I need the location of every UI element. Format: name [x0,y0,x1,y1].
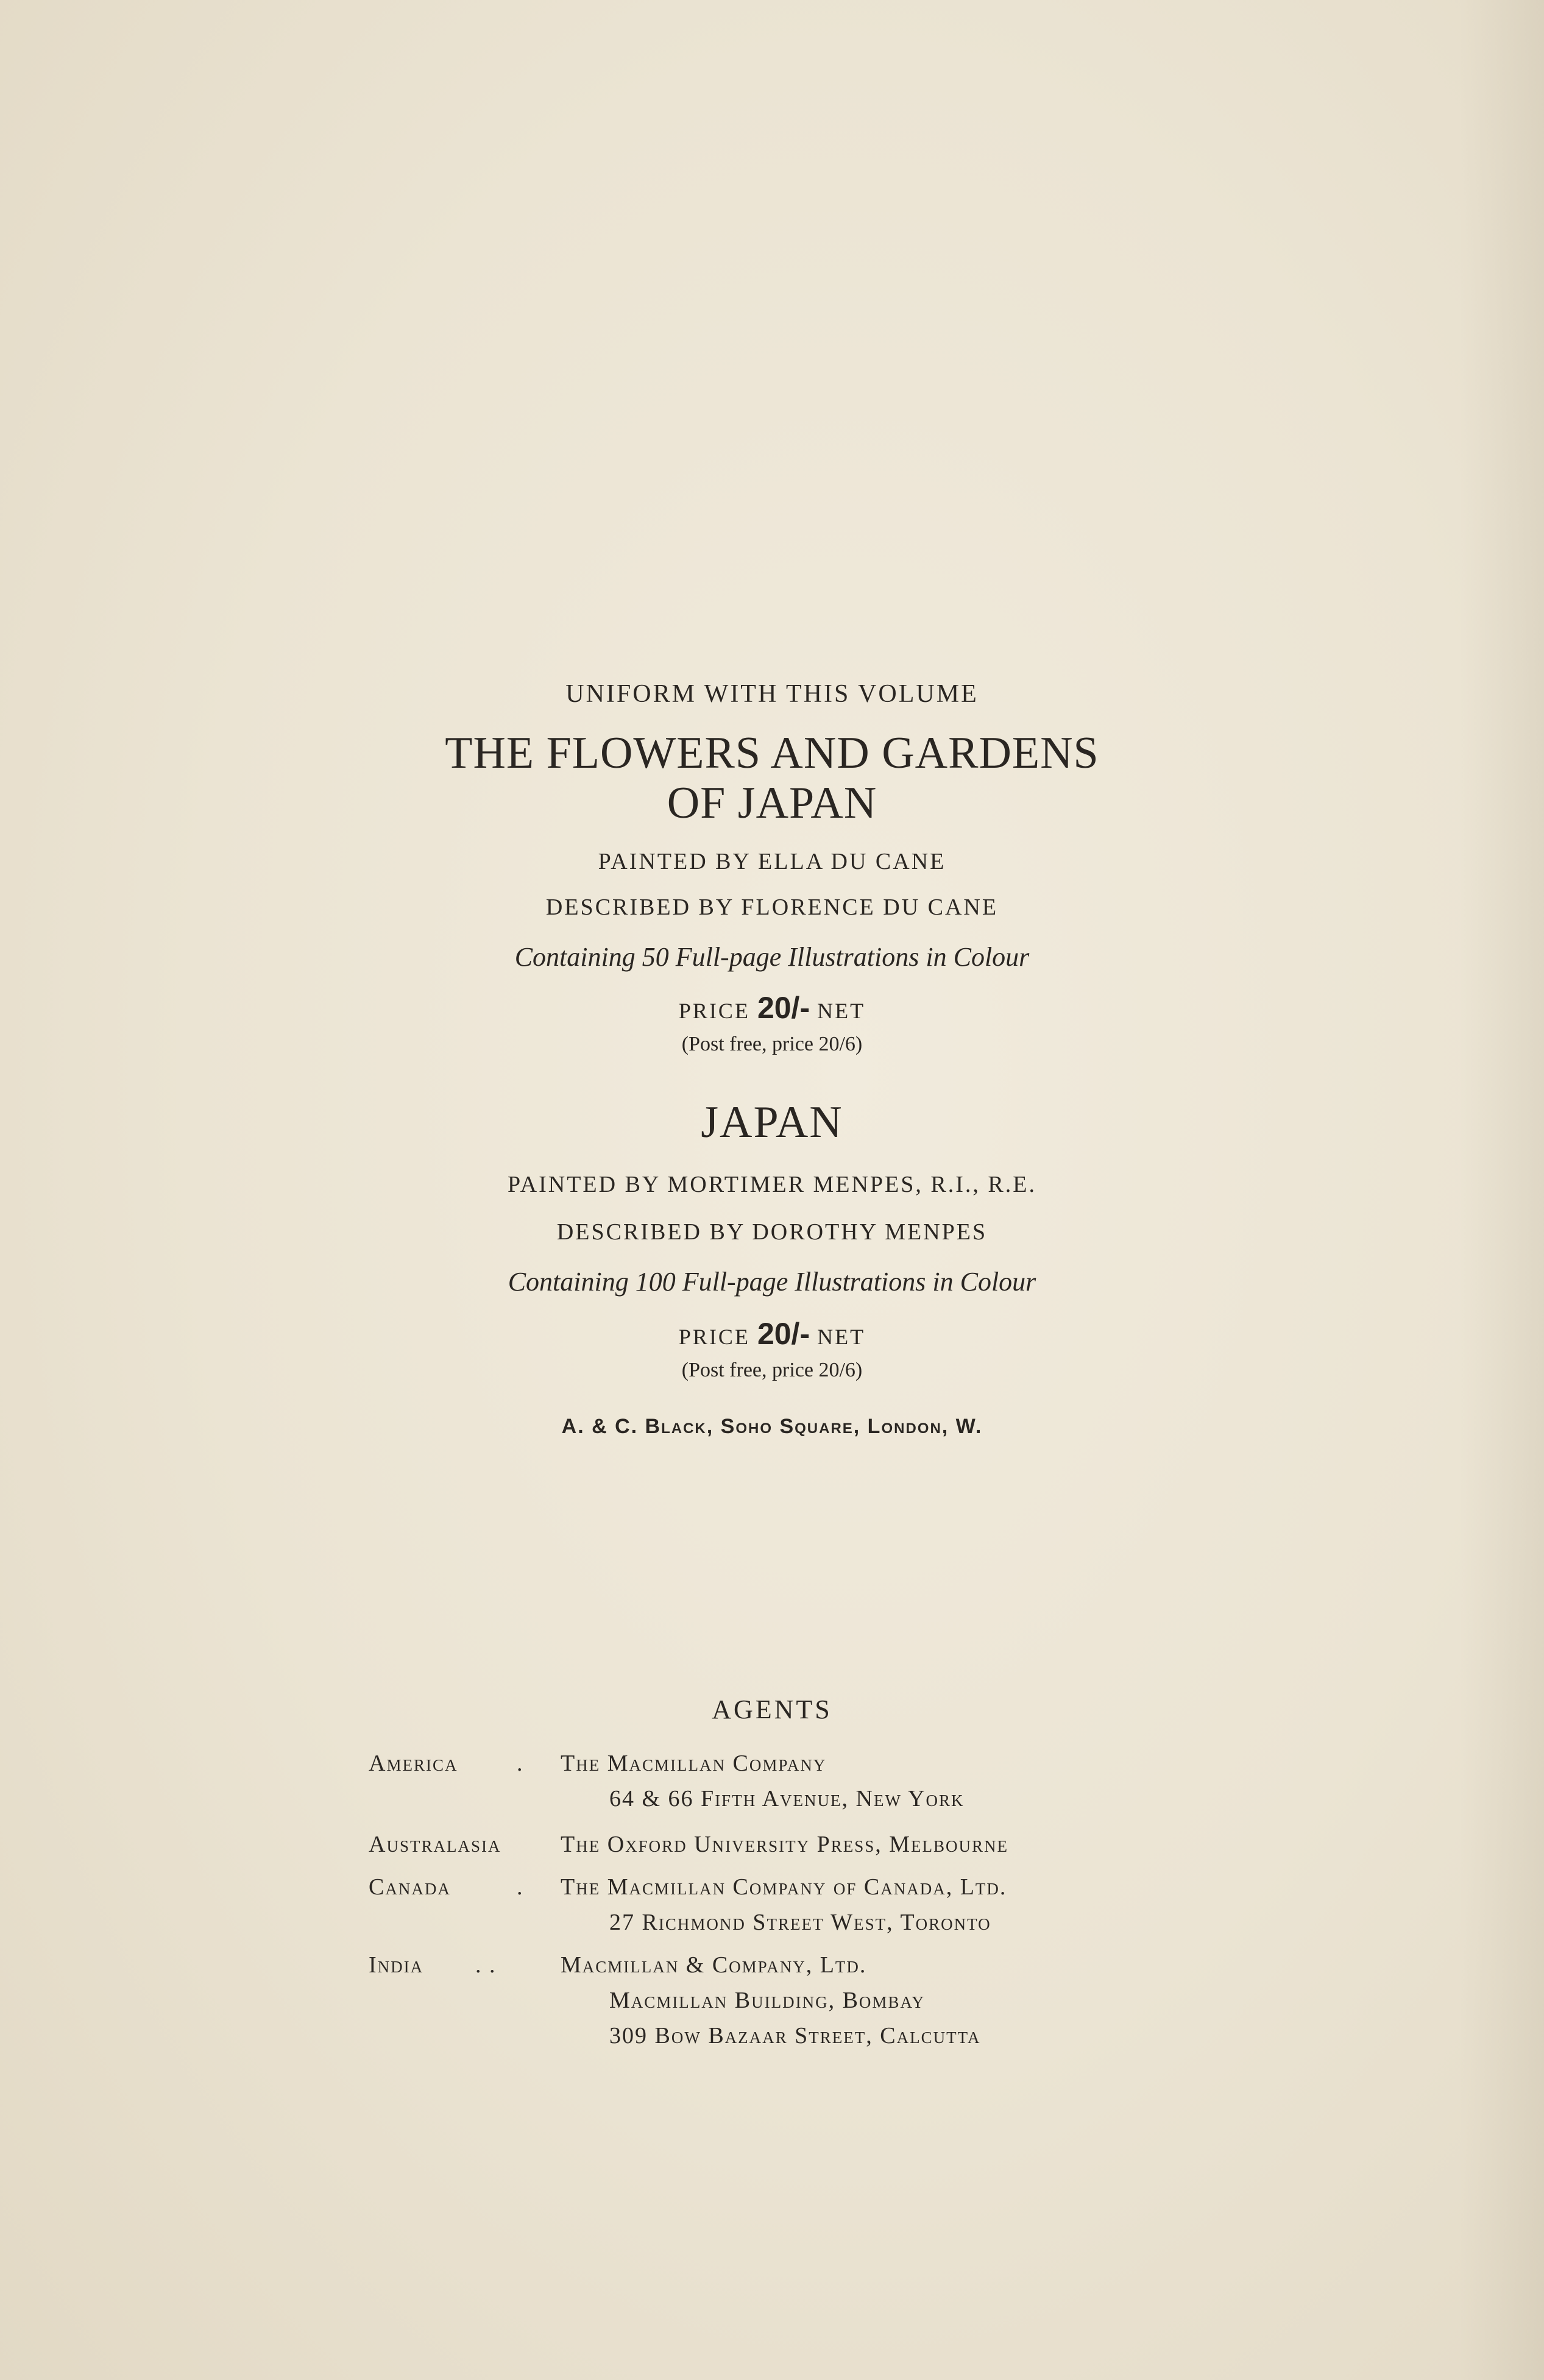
book2-painted-by: PAINTED BY MORTIMER MENPES, R.I., R.E. [508,1172,1036,1197]
agent-america-line1: The Macmillan Company [561,1751,827,1776]
uniform-heading: UNIFORM WITH THIS VOLUME [565,680,979,708]
agent-leader-canada: . [517,1874,524,1900]
agents-heading: AGENTS [712,1695,832,1724]
book2-described-by: DESCRIBED BY DOROTHY MENPES [556,1219,988,1245]
agent-canada-line1: The Macmillan Company of Canada, Ltd. [561,1874,1007,1900]
agent-region-america: America [369,1751,458,1776]
book1-containing: Containing 50 Full-page Illustrations in Colour [514,942,1030,972]
agent-region-canada: Canada [369,1874,451,1900]
agent-leader-america: . [517,1751,524,1776]
book1-price [0,990,1544,1025]
book1-price-suffix: NET [817,999,866,1023]
book1-post-free: (Post free, price 20/6) [681,1033,863,1055]
book1-title-line1: THE FLOWERS AND GARDENS [445,728,1099,778]
agent-region-india: India [369,1952,424,1978]
book2-price [0,1316,1544,1351]
agent-australasia-line1: The Oxford University Press, Melbourne [561,1832,1009,1857]
book2-post-free: (Post free, price 20/6) [681,1359,863,1381]
agent-america-line2: 64 & 66 Fifth Avenue, New York [609,1786,965,1812]
book2-price-suffix: NET [817,1325,866,1349]
book1-price-value: 20/- [757,991,810,1025]
publisher-imprint: A. & C. Black, Soho Square, London, W. [561,1415,983,1438]
agent-india-line3: 309 Bow Bazaar Street, Calcutta [609,2023,981,2049]
agent-leader-india: . . [475,1952,497,1978]
book2-price-prefix: PRICE [678,1325,750,1349]
agent-india-line1: Macmillan & Company, Ltd. [561,1952,867,1978]
book2-containing: Containing 100 Full-page Illustrations in Colour [508,1267,1036,1297]
agent-region-australasia: Australasia [369,1832,501,1857]
book1-title-line2: OF JAPAN [667,778,877,828]
book2-price-value: 20/- [757,1317,810,1351]
book1-painted-by: PAINTED BY ELLA DU CANE [598,849,946,874]
book2-title: JAPAN [701,1097,843,1147]
agent-canada-line2: 27 Richmond Street West, Toronto [609,1910,991,1935]
book1-described-by: DESCRIBED BY FLORENCE DU CANE [545,894,999,920]
agent-india-line2: Macmillan Building, Bombay [609,1988,925,2013]
book1-price-prefix: PRICE [678,999,750,1023]
